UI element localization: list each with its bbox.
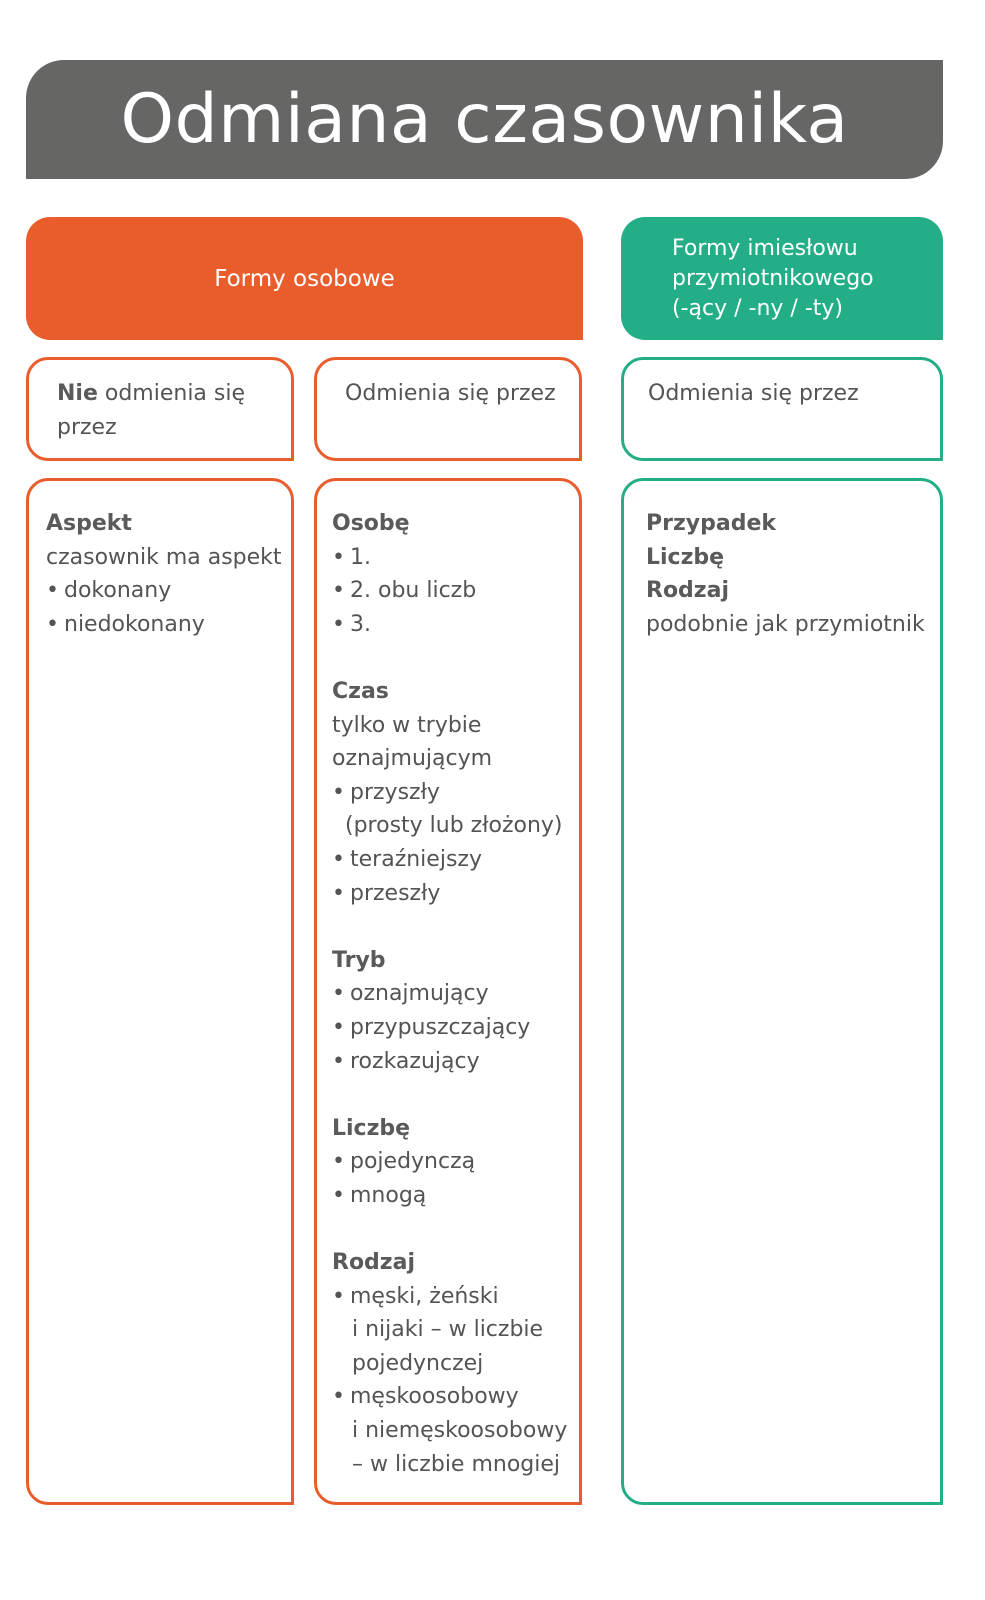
- header-participle-line: (-ący / -ny / -ty): [672, 295, 843, 321]
- list-item: • przyszły: [332, 779, 440, 805]
- list-item: • męski, żeński: [332, 1283, 499, 1309]
- category-heading: Liczbę: [646, 544, 725, 570]
- category-heading: Aspekt: [46, 511, 132, 536]
- list-item-continuation: – w liczbie mnogiej: [352, 1451, 561, 1477]
- subheader-participle-inflected: [621, 357, 943, 461]
- list-item: • dokonany: [46, 578, 172, 604]
- header-personal-label: Formy osobowe: [214, 265, 395, 292]
- category-heading: Liczbę: [332, 1115, 411, 1141]
- list-item: • 1.: [332, 544, 371, 570]
- category-description: tylko w trybie: [332, 712, 482, 738]
- category-heading: Rodzaj: [332, 1250, 415, 1276]
- category-heading: Osobę: [332, 511, 410, 536]
- subheader-negation: Nie: [57, 381, 98, 406]
- category-description: oznajmującym: [332, 746, 493, 772]
- list-item: • rozkazujący: [332, 1048, 480, 1074]
- list-item-continuation: pojedynczej: [352, 1350, 484, 1376]
- column-inflection-categories: [314, 478, 582, 1505]
- list-item-continuation: i nijaki – w liczbie: [352, 1317, 544, 1343]
- category-heading: Czas: [332, 678, 389, 704]
- list-item: • mnogą: [332, 1182, 427, 1208]
- header-participle-forms: [621, 217, 943, 340]
- category-heading: Przypadek: [646, 511, 777, 536]
- subheader-inflected: [314, 357, 582, 461]
- category-description: podobnie jak przymiotnik: [646, 611, 925, 637]
- category-heading: Rodzaj: [646, 578, 729, 604]
- subheader-text: odmienia się: [97, 381, 246, 406]
- title-banner: [26, 60, 943, 179]
- list-item: • teraźniejszy: [332, 846, 482, 872]
- subheader-not-inflected: [26, 357, 294, 461]
- subheader-text: Odmienia się przez: [345, 381, 556, 406]
- list-item: • przypuszczający: [332, 1014, 531, 1040]
- header-participle-line: Formy imiesłowu: [672, 235, 858, 261]
- list-item: • 2. obu liczb: [332, 578, 477, 604]
- list-item: • męskoosobowy: [332, 1384, 519, 1410]
- category-heading: Tryb: [332, 947, 386, 973]
- list-item-continuation: i niemęskoosobowy: [352, 1418, 568, 1444]
- list-item: • pojedynczą: [332, 1149, 476, 1175]
- list-item: • niedokonany: [46, 611, 205, 637]
- column-participle-categories: [621, 478, 943, 1505]
- subheader-text: przez: [57, 415, 117, 440]
- page-title: Odmiana czasownika: [120, 80, 849, 159]
- column-aspect: [26, 478, 294, 1505]
- subheader-text: Odmienia się przez: [648, 381, 859, 406]
- list-item: • 3.: [332, 611, 371, 637]
- list-item: • oznajmujący: [332, 981, 489, 1007]
- header-participle-line: przymiotnikowego: [672, 265, 874, 291]
- category-description: czasownik ma aspekt: [46, 544, 282, 570]
- header-personal-forms: [26, 217, 583, 340]
- list-item: • przeszły: [332, 880, 441, 906]
- list-item-continuation: (prosty lub złożony): [345, 813, 563, 839]
